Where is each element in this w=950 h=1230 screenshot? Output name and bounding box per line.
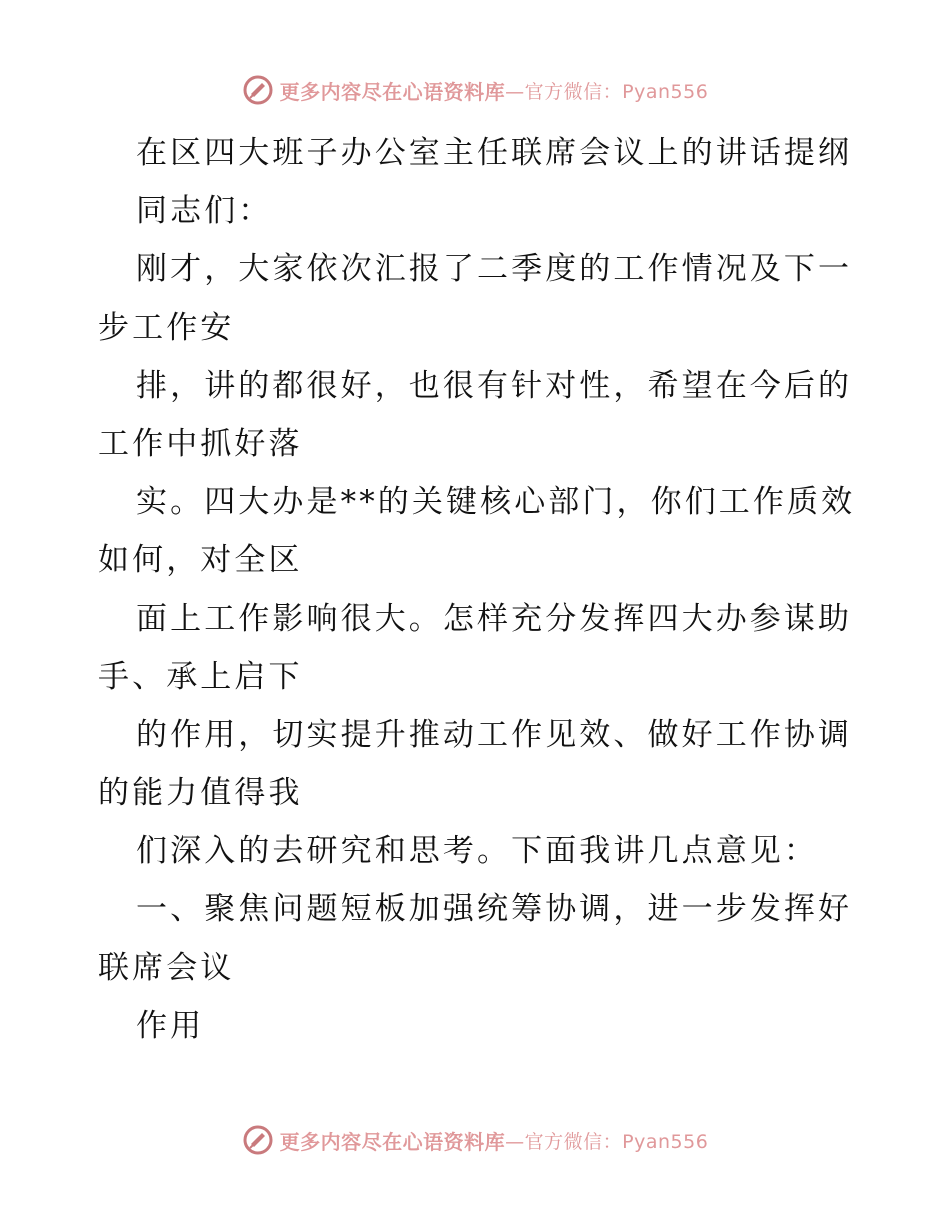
brand-logo-icon bbox=[242, 74, 274, 106]
document-line: 手、承上启下 bbox=[98, 658, 303, 695]
footer-banner-wechat: —官方微信：Pyan556 bbox=[505, 1130, 709, 1153]
document-line: 们深入的去研究和思考。下面我讲几点意见： bbox=[136, 833, 818, 870]
document-line: 的作用，切实提升推动工作见效、做好工作协调 bbox=[136, 716, 853, 753]
document-line: 一、聚焦问题短板加强统筹协调，进一步发挥好 bbox=[136, 891, 853, 928]
header-banner-title: 更多内容尽在心语资料库 bbox=[279, 79, 506, 104]
header-banner-wechat: —官方微信：Pyan556 bbox=[505, 80, 709, 103]
document-line: 的能力值得我 bbox=[98, 775, 303, 812]
footer-banner bbox=[0, 1120, 950, 1160]
footer-banner-title: 更多内容尽在心语资料库 bbox=[279, 1129, 506, 1154]
document-body bbox=[98, 124, 858, 1055]
document-line: 作用 bbox=[136, 1007, 205, 1044]
document-line: 工作中抓好落 bbox=[98, 425, 303, 462]
document-line: 步工作安 bbox=[98, 309, 235, 346]
header-banner bbox=[0, 70, 950, 110]
brand-logo-icon bbox=[242, 1124, 274, 1156]
document-line: 刚才，大家依次汇报了二季度的工作情况及下一 bbox=[136, 251, 853, 288]
document-line: 实。四大办是**的关键核心部门，你们工作质效 bbox=[136, 484, 856, 521]
document-line: 如何，对全区 bbox=[98, 542, 303, 579]
document-line: 联席会议 bbox=[98, 949, 235, 986]
document-line: 同志们： bbox=[136, 193, 273, 230]
document-line: 排，讲的都很好，也很有针对性，希望在今后的 bbox=[136, 367, 853, 404]
document-line: 面上工作影响很大。怎样充分发挥四大办参谋助 bbox=[136, 600, 853, 637]
document-line: 在区四大班子办公室主任联席会议上的讲话提纲 bbox=[136, 135, 853, 171]
